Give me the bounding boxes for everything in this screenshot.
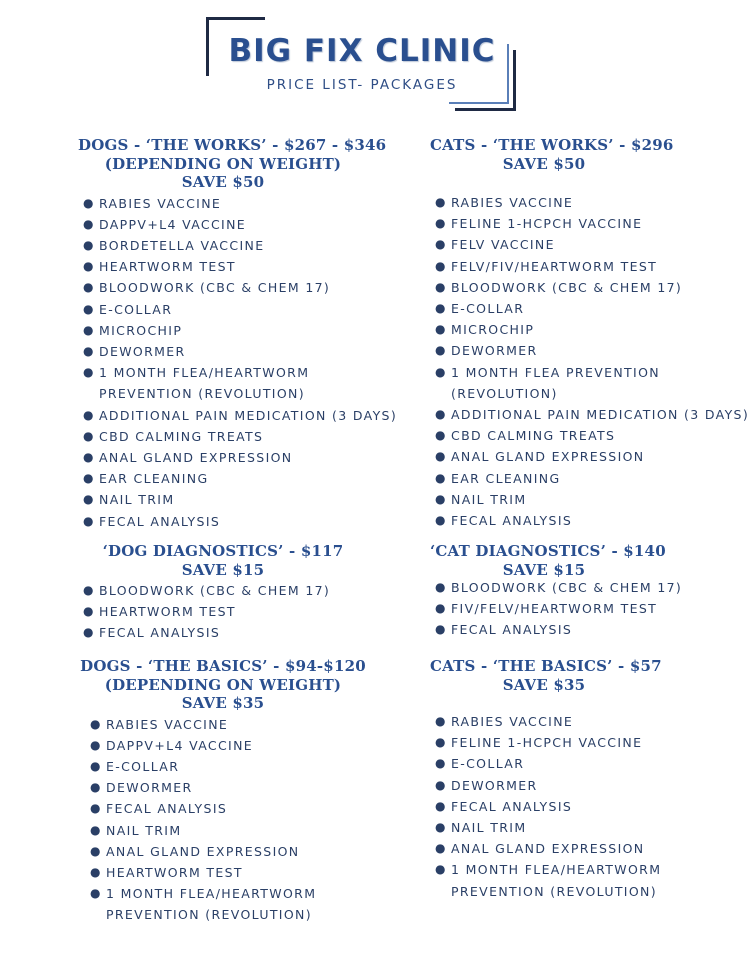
bullet-icon: ● — [435, 513, 447, 528]
bullet-icon: ● — [435, 322, 447, 337]
cats-works-list — [432, 192, 750, 531]
list-item: ● NAIL TRIM — [432, 817, 730, 838]
list-item: ● E-COLLAR — [432, 298, 730, 319]
bullet-icon: ● — [83, 449, 95, 464]
dogs-works-title — [78, 136, 387, 192]
bullet-icon: ● — [435, 491, 447, 506]
bullet-icon: ● — [435, 820, 447, 835]
bullet-icon: ● — [90, 758, 102, 773]
bullet-icon: ● — [90, 864, 102, 879]
dog-diagnostics-title-line: SAVE $15 — [181, 560, 265, 579]
list-item: ● E-COLLAR — [87, 756, 368, 777]
bullet-icon: ● — [83, 492, 95, 507]
bullet-icon: ● — [83, 195, 95, 210]
bullet-icon: ● — [435, 195, 447, 209]
bullet-icon: ● — [83, 237, 95, 252]
list-item: ● RABIES VACCINE — [87, 714, 368, 735]
list-item: ● DEWORMER — [87, 777, 368, 798]
list-item: ● ANAL GLAND EXPRESSION — [432, 446, 730, 467]
list-item-continuation: PREVENTION (REVOLUTION) — [451, 883, 657, 899]
list-item: ● FIV/FELV/HEARTWORM TEST — [432, 598, 730, 619]
cats-works-title-line: SAVE $50 — [502, 154, 586, 173]
list-item: ● MICROCHIP — [80, 320, 368, 341]
dogs-basics-title-line: SAVE $35 — [181, 694, 265, 712]
cat-diagnostics-section — [430, 542, 730, 641]
list-item: ● FELV/FIV/HEARTWORM TEST — [432, 256, 730, 277]
bullet-icon: ● — [83, 280, 95, 295]
list-item: ● DEWORMER — [432, 775, 730, 796]
list-item: ● 1 MONTH FLEA/HEARTWORM — [80, 362, 368, 383]
bullet-icon: ● — [435, 428, 447, 443]
bullet-icon: ● — [83, 471, 95, 486]
bullet-icon: ● — [435, 756, 447, 771]
bullet-icon: ● — [435, 301, 447, 316]
bullet-icon: ● — [435, 407, 447, 422]
list-item: ● CBD CALMING TREATS — [432, 425, 730, 446]
bullet-icon: ● — [83, 322, 95, 337]
cat-diagnostics-list — [432, 577, 730, 641]
list-item: ● RABIES VACCINE — [432, 192, 730, 213]
list-item: ● NAIL TRIM — [432, 489, 730, 510]
bullet-icon: ● — [90, 801, 102, 816]
bullet-icon: ● — [435, 364, 447, 379]
bullet-icon: ● — [90, 843, 102, 858]
bullet-icon: ● — [83, 604, 95, 619]
list-item: ● RABIES VACCINE — [80, 193, 368, 214]
bullet-icon: ● — [435, 279, 447, 294]
dogs-works-title-line: SAVE $50 — [181, 173, 265, 191]
cats-basics-section — [430, 657, 730, 902]
bullet-icon: ● — [435, 841, 447, 856]
list-item: ● DEWORMER — [80, 341, 368, 362]
list-item: ● BLOODWORK (CBC & CHEM 17) — [432, 277, 730, 298]
cats-basics-title-line: SAVE $35 — [502, 675, 586, 694]
list-item-continuation: (REVOLUTION) — [451, 385, 558, 401]
bullet-icon: ● — [435, 735, 447, 750]
bullet-icon: ● — [83, 513, 95, 528]
list-item: ● CBD CALMING TREATS — [80, 426, 368, 447]
list-item: ● ADDITIONAL PAIN MEDICATION (3 DAYS) — [432, 404, 730, 425]
list-item: ● 1 MONTH FLEA PREVENTION — [432, 362, 730, 383]
list-item: ● FECAL ANALYSIS — [80, 511, 368, 532]
bullet-icon: ● — [83, 301, 95, 316]
bullet-icon: ● — [435, 580, 447, 594]
bullet-icon: ● — [435, 216, 447, 231]
bullet-icon: ● — [435, 601, 447, 616]
dog-diagnostics-section — [78, 542, 368, 644]
bullet-icon: ● — [83, 428, 95, 443]
dogs-basics-title-line: DOGS - ‘THE BASICS’ - $94-$120 — [80, 657, 366, 675]
dogs-works-section — [78, 136, 398, 532]
clinic-title: BIG FIX CLINIC — [228, 33, 496, 69]
list-item: ● FELINE 1-HCPCH VACCINE — [432, 732, 730, 753]
list-item: ● BLOODWORK (CBC & CHEM 17) — [80, 277, 368, 298]
list-item: ● NAIL TRIM — [87, 820, 368, 841]
list-item: ● 1 MONTH FLEA/HEARTWORM — [432, 859, 730, 880]
bullet-icon: ● — [90, 716, 102, 731]
bullet-icon: ● — [90, 737, 102, 752]
dogs-basics-title — [78, 657, 368, 713]
cats-works-section — [430, 136, 750, 531]
bullet-icon: ● — [90, 822, 102, 837]
dog-diagnostics-title — [78, 542, 368, 579]
cat-diagnostics-title-line: ‘CAT DIAGNOSTICS’ - $140 — [430, 542, 666, 560]
list-item: ● FECAL ANALYSIS — [432, 619, 730, 640]
list-item: ● BLOODWORK (CBC & CHEM 17) — [432, 577, 730, 598]
cats-basics-list — [432, 711, 730, 902]
bullet-icon: ● — [83, 625, 95, 640]
dogs-basics-section — [78, 657, 368, 926]
list-item: ● NAIL TRIM — [80, 489, 368, 510]
dogs-works-list — [80, 193, 398, 532]
list-item: ● 1 MONTH FLEA/HEARTWORM — [87, 883, 368, 904]
bullet-icon: ● — [90, 780, 102, 795]
bullet-icon: ● — [435, 798, 447, 813]
bullet-icon: ● — [83, 583, 95, 597]
bullet-icon: ● — [83, 365, 95, 380]
dogs-basics-title-line: (DEPENDING ON WEIGHT) — [104, 675, 342, 694]
dog-diagnostics-title-line: ‘DOG DIAGNOSTICS’ - $117 — [102, 542, 344, 560]
list-item: ● FECAL ANALYSIS — [432, 796, 730, 817]
list-item: ● BLOODWORK (CBC & CHEM 17) — [80, 580, 368, 601]
bullet-icon: ● — [435, 862, 447, 877]
list-item: ● MICROCHIP — [432, 319, 730, 340]
bullet-icon: ● — [435, 714, 447, 728]
cats-basics-title-line: CATS - ‘THE BASICS’ - $57 — [430, 657, 662, 675]
list-item: ● EAR CLEANING — [80, 468, 368, 489]
list-item-continuation: PREVENTION (REVOLUTION) — [99, 386, 305, 402]
list-item: ● RABIES VACCINE — [432, 711, 730, 732]
bullet-icon: ● — [435, 258, 447, 273]
list-item: ● FELV VACCINE — [432, 234, 730, 255]
list-item: ● E-COLLAR — [80, 299, 368, 320]
bullet-icon: ● — [435, 777, 447, 792]
list-item: ● DAPPV+L4 VACCINE — [87, 735, 368, 756]
list-item: ● HEARTWORM TEST — [80, 601, 368, 622]
bullet-icon: ● — [435, 343, 447, 358]
bullet-icon: ● — [435, 237, 447, 252]
cats-basics-title — [430, 657, 662, 694]
list-item: ● HEARTWORM TEST — [80, 256, 368, 277]
list-item: ● ANAL GLAND EXPRESSION — [432, 838, 730, 859]
bullet-icon: ● — [435, 622, 447, 637]
list-item: ● FECAL ANALYSIS — [87, 798, 368, 819]
bullet-icon: ● — [83, 259, 95, 274]
dog-diagnostics-list — [80, 580, 368, 644]
dogs-works-title-line: DOGS - ‘THE WORKS’ - $267 - $346 — [78, 136, 387, 154]
cats-works-title — [430, 136, 674, 173]
bullet-icon: ● — [83, 407, 95, 422]
list-item: ● DAPPV+L4 VACCINE — [80, 214, 368, 235]
list-item: ● E-COLLAR — [432, 753, 730, 774]
list-item: ● DEWORMER — [432, 340, 730, 361]
cat-diagnostics-title — [430, 542, 666, 579]
list-item: ● ANAL GLAND EXPRESSION — [87, 841, 368, 862]
list-item: ● HEARTWORM TEST — [87, 862, 368, 883]
bullet-icon: ● — [435, 470, 447, 485]
list-item: ● FECAL ANALYSIS — [432, 510, 730, 531]
bullet-icon: ● — [83, 343, 95, 358]
bullet-icon: ● — [90, 886, 102, 901]
price-list-subtitle: PRICE LIST- PACKAGES — [266, 77, 458, 93]
list-item: ● ANAL GLAND EXPRESSION — [80, 447, 368, 468]
dogs-basics-list — [87, 714, 368, 926]
list-item: ● FELINE 1-HCPCH VACCINE — [432, 213, 730, 234]
list-item: ● ADDITIONAL PAIN MEDICATION (3 DAYS) — [80, 405, 368, 426]
cats-works-title-line: CATS - ‘THE WORKS’ - $296 — [430, 136, 674, 154]
cat-diagnostics-title-line: SAVE $15 — [502, 560, 586, 579]
list-item-continuation: PREVENTION (REVOLUTION) — [106, 907, 312, 923]
list-item: ● FECAL ANALYSIS — [80, 622, 368, 643]
bullet-icon: ● — [435, 449, 447, 464]
list-item: ● EAR CLEANING — [432, 468, 730, 489]
list-item: ● BORDETELLA VACCINE — [80, 235, 368, 256]
header — [0, 0, 750, 120]
dogs-works-title-line: (DEPENDING ON WEIGHT) — [104, 154, 342, 173]
bullet-icon: ● — [83, 216, 95, 231]
